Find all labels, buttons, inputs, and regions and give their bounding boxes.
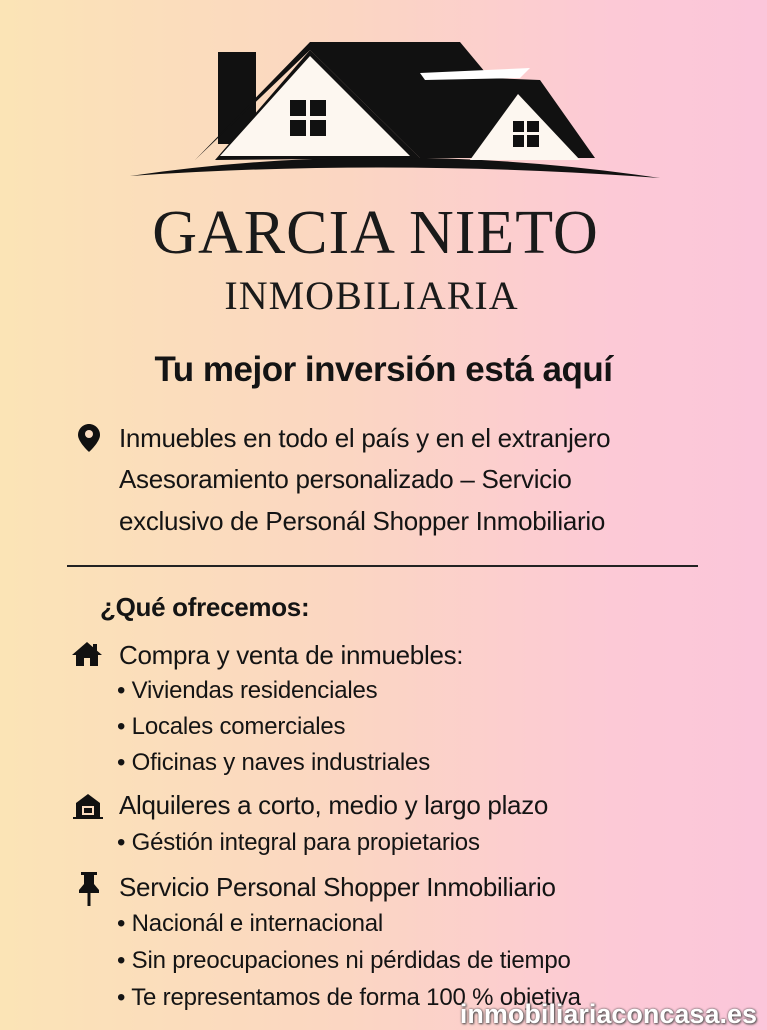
pushpin-icon <box>78 872 100 906</box>
intro-line: Inmuebles en todo el país y en el extranjero <box>119 423 611 453</box>
brand-subtitle: INMOBILIARIA <box>224 273 519 318</box>
service-bullet: • Te representamos de forma 100 % objetiva <box>117 984 581 1011</box>
service-title: Servicio Personal Shopper Inmobiliario <box>119 872 556 902</box>
divider <box>67 565 698 567</box>
brand-name: GARCIA NIETO <box>152 199 599 267</box>
intro-line: exclusivo de Personál Shopper Inmobiliario <box>119 506 606 536</box>
service-bullet: • Nacionál e internacional <box>117 910 384 937</box>
house-logo <box>120 28 660 183</box>
service-title: Alquileres a corto, medio y largo plazo <box>119 790 549 820</box>
house-icon <box>72 642 102 666</box>
intro-line: Asesoramiento personalizado – Servicio <box>119 464 572 494</box>
watermark: inmobiliariaconcasa.es <box>459 999 757 1029</box>
service-bullet: • Locales comerciales <box>117 713 346 740</box>
offer-heading: ¿Qué ofrecemos: <box>100 592 310 622</box>
garage-icon <box>73 793 103 819</box>
service-bullet: • Géstión integral para propietarios <box>117 829 480 856</box>
service-bullet: • Sin preocupaciones ni pérdidas de tiempo <box>117 947 571 974</box>
service-bullet: • Viviendas residenciales <box>117 677 378 704</box>
tagline: Tu mejor inversión está aquí <box>154 350 613 389</box>
service-title: Compra y venta de inmuebles: <box>119 640 464 670</box>
location-pin-icon <box>78 424 100 452</box>
service-bullet: • Oficinas y naves industriales <box>117 749 431 776</box>
